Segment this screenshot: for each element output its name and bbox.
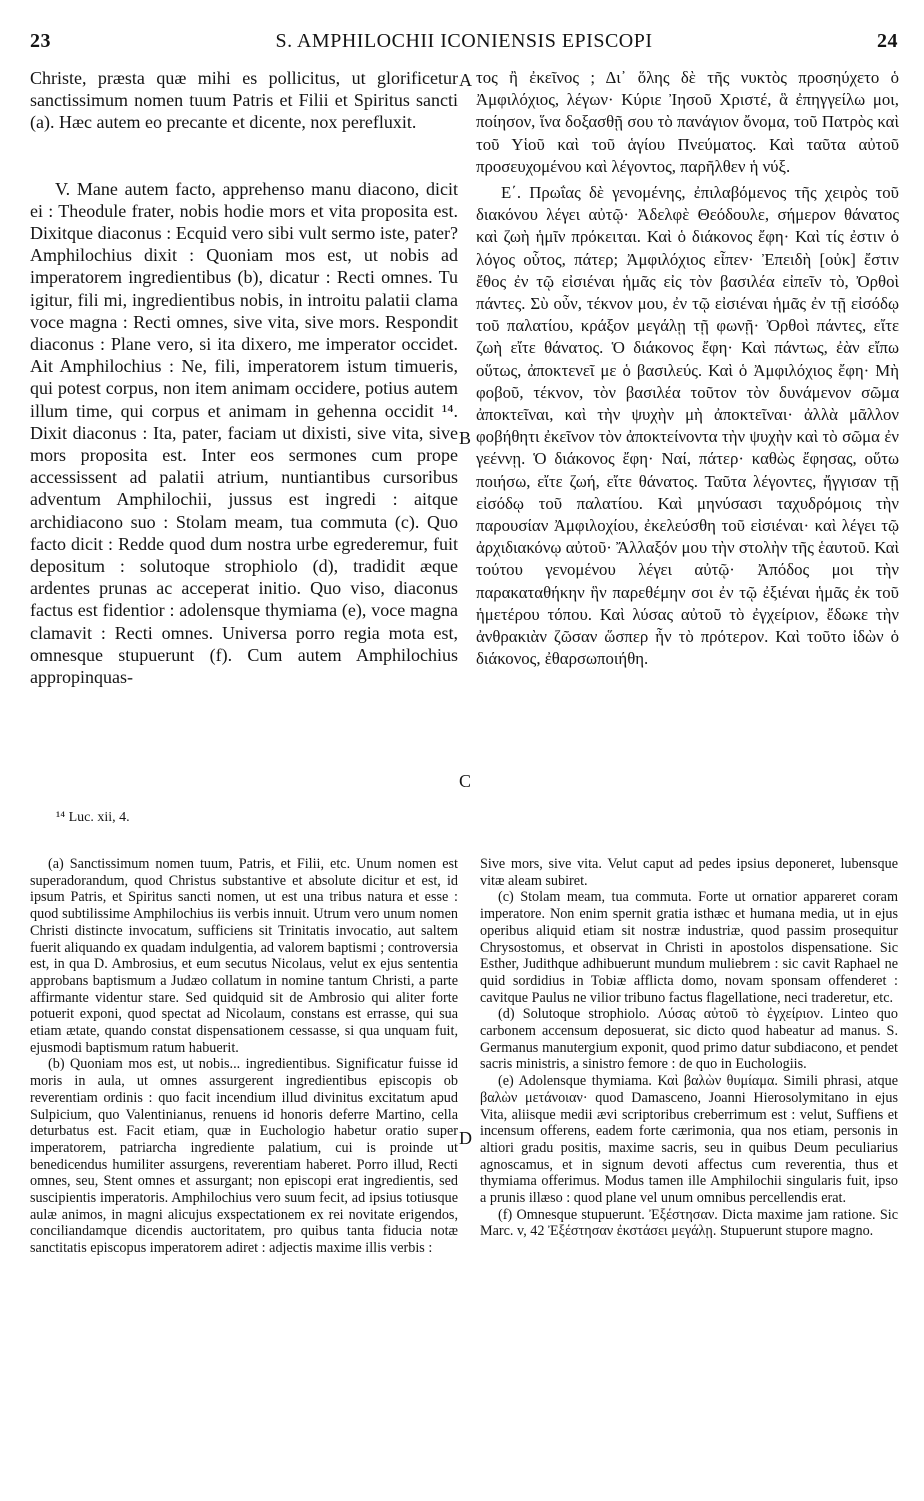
greek-column [476, 67, 899, 670]
note-b-continued: Sive mors, sive vita. Velut caput ad pedes ipsius deponeret, lubensque vitæ aleam subiret. [480, 856, 898, 889]
margin-letter-a: A [459, 70, 472, 90]
greek-paragraph-2: Ε΄. Πρωΐας δὲ γενομένης, ἐπιλαβόμενος τῆς χειρὸς τοῦ διακόνου λέγει αὐτῷ· Ἀδελφὲ Θεόδουλε, σήμερον θάνατος καὶ ζωὴ ἡμῖν πρόκειται. Καὶ ὁ διάκονος ἔφη· Καὶ τίς ἐστιν ὁ λόγος οὗτος, πάτερ; Ἀμφιλόχιος εἶπεν· Ἐπειδὴ [οὐκ] ἔστιν ἔθος ἐν τῷ εἰσιέναι ἡμᾶς εἰς τὸν βασιλέα εἰπεῖν τὸ, Ὀρθοὶ πάντες. Σὺ οὖν, τέκνον μου, ἐν τῷ εἰσιέναι ἡμᾶς ἐν τῇ εἰσόδῳ τοῦ παλατίου, κράξον μεγάλῃ τῇ φωνῇ· Ὀρθοὶ πάντες, εἴτε ζωὴ εἴτε θάνατος. Ὁ διάκονος ἔφη· Καὶ πάντως, ἐὰν εἴπω οὕτως, ἀποκτενεῖ με ὁ βασιλεύς. Καὶ ὁ Ἀμφιλόχιος ἔφη· Μὴ φοβοῦ, τέκνον, τὸν βασιλέα τοῦτον τὸν δυνάμενον σῶμα ἀποκτεῖναι, καὶ τὴν ψυχὴν μὴ ἀποκτεῖναι· ἀλλὰ μᾶλλον φοβήθητι ἐκεῖνον τὸν ἀποκτείνοντα τὴν ψυχὴν καὶ τὸ σῶμα ἐν γεέννῃ. Ὁ διάκονος ἔφη· Ναί, πάτερ· καθὼς ἔφησας, οὕτω ποιήσω, εἴτε ζωή, εἴτε θάνατος. Ταῦτα λέγοντες, ἤγγισαν τῇ εἰσόδῳ τοῦ παλατίου. Καὶ μηνύσασι ταχυδρόμοις τὴν παρουσίαν Ἀμφιλοχίου, ἐκελεύσθη τοῦ εἰσιέναι· καὶ λέγει τῷ ἀρχιδιακόνῳ αὐτοῦ· Ἄλλαξόν μου τὴν στολὴν τῆς ἑαυτοῦ. Καὶ τούτου γενομένου λέγει αὐτῷ· Ἀπόδος μοι τὴν παρακαταθήκην ἣν παρεθέμην σοι ἐν τῷ ἐξιέναι ἡμᾶς ἐκ τοῦ ἡμετέρου τόπου. Καὶ λύσας αὐτοῦ τὸ ἐγχείριον, ἔδωκε τὴν ἀνθρακιὰν ζῶσαν ὥσπερ ἦν τὸ πρότερον. Καὶ τοῦτο ἰδὼν ὁ διάκονος, ἐθαρσωποιήθη. [476, 183, 899, 669]
page-number-right: 24 [877, 30, 898, 52]
running-title: S. AMPHILOCHII ICONIENSIS EPISCOPI [275, 30, 653, 52]
page-header [30, 30, 898, 60]
latin-paragraph-1: Christe, præsta quæ mihi es pollicitus, ut glorificetur sanctissimum nomen tuum Patris et Filii et Spiritus sancti (a). Hæc autem eo precante et dicente, nox perefluxit. [30, 68, 458, 133]
margin-letter-d: D [459, 1128, 472, 1148]
note-c: (c) Stolam meam, tua commuta. Forte ut ornatior appareret coram imperatore. Non enim spernit gratia isthæc et humana media, ut in ejus operibus aliquid etiam sit nostræ industriæ, quod passim prosequitur Chrysostomus, et observat in Christi in apostolos dispensatione. Sic Esther, Judithque adhibuerunt mundum muliebrem : sic cavit Raphael ne quid sordidius in Tobiæ afflicta domo, novam sponsam offenderet : cavitque Paulus ne vilior tribuno factus flagellatione, neci traderetur, etc. [480, 889, 898, 1006]
note-b: (b) Quoniam mos est, ut nobis... ingredientibus. Significatur fuisse id moris in aula, ut omnes assurgerent ingredientibus episcopis ob reverentiam ordinis : quo facit incendium illud divinitus excitatum apud Sulpicium, quo Valentinianus, renuens id honoris deferre Martino, cella deturbatus est. Facit etiam, quæ in Euchologio habetur oratio super imperatorem, patriarcha ingrediente palatium, cui is proinde ut benedicendus humiliter assurgens, reverentiam haberet. Porro illud, Recti omnes, seu, Stent omnes et assurgant; non episcopi erat ingredientis, sed suscipientis imperatoris. Amphilochius vero suum fecit, ad ipsius totiusque aulæ animos, in magni alicujus exspectationem ex rei novitate erigendos, conciliandamque dicendis auctoritatem, pro quibus tanta fiducia notæ sanctitatis episcopus imperatorem adiret : adjectis maxime illis verbis : [30, 1056, 458, 1257]
latin-paragraph-2: V. Mane autem facto, apprehenso manu diacono, dicit ei : Theodule frater, nobis hodie mors et vita proposita est. Dixitque diaconus : Ecquid vero sibi vult sermo iste, pater? Amphilochius dixit : Quoniam mos est, ut nobis ad imperatorem ingredientibus (b), dicatur : Recti omnes. Tu igitur, fili mi, ingredientibus nobis, in introitu palatii clama voce magna : Recti omnes, sive vita, sive mors. Respondit diaconus : Plane vero, si ita dixero, me imperator occidet. Ait Amphilochius : Ne, fili, imperatorem istum timueris, qui potest corpus, non item animam occidere, potius autem illum time, qui corpus et animam in gehenna occidit ¹⁴. Dixit diaconus : Ita, pater, faciam ut dixisti, sive vita, sive mors proposita est. Inter eos sermones cum prope accessissent ad palatii atrium, nuntiantibus cursoribus adventum Amphilochii, jussus est ingredi : aitque archidiacono suo : Stolam meam, tua commuta (c). Quo facto dicit : Redde quod dum nostra urbe egrederemur, fuit depositum : solutoque strophiolo (d), tradidit æque ardentes prunas ac acceperat initio. Quo viso, diaconus factus est fidentior : adolensque thymiama (e), voce magna clamavit : Recti omnes. Universa porro regia mota est, omnesque stupuerunt (f). Cum autem Amphilochius appropinquas- [30, 178, 458, 688]
notes-right-column [480, 856, 898, 1240]
note-f: (f) Omnesque stupuerunt. Ἐξέστησαν. Dicta maxime jam ratione. Sic Marc. v, 42 Ἐξέστησαν ἐκστάσει μεγάλῃ. Stupuerunt stupore magno. [480, 1206, 898, 1240]
note-e: (e) Adolensque thymiama. Καὶ βαλὼν θυμίαμα. Simili phrasi, atque βαλὼν μετάνοιαν· quod Damasceno, Joanni Hierosolymitano in ejus Vita, aliisque medii ævi scriptoribus creberrimum est : velut, Suffiens et incensum offerens, eadem forte cærimonia, qua nos etiam, personis in altiori gradu positis, maxime sacris, seu in quibus Deum peculiarius agnoscamus, et in signum devoti affectus cum reverentia, thus et thymiama offerimus. Modus tamen ille Amphilochii singularis fuit, ipso a prunis illæso : quod plane vel unum omnibus percellendis erat. [480, 1073, 898, 1207]
footnote: ¹⁴ Luc. xii, 4. [56, 810, 130, 825]
note-a: (a) Sanctissimum nomen tuum, Patris, et Filii, etc. Unum nomen est superadorandum, quod Christus substantive et absolute dicitur et est, id ipsum Patris, et Spiritus sancti nomen, ut est una tribus natura et esse : quod subtilissime Amphilochius iis verbis innuit. Utrum vero unum nomen Christi distincte invocatum, sufficiens sit Trinitatis invocatio, aut saltem fuerit aliquando ex quadam indulgentia, ad valorem baptismi ; controversia est, in qua D. Ambrosius, et eum secutus Nicolaus, velut ex ejus sententia approbans baptismum a Judæo collatum in nomine tantum Christi, a parte affirmante videntur stare. Sed quidquid sit de Ambrosio qui aliter forte potuerit exponi, quod spectat ad Nicolaum, constans est errasse, qui sua etiam ætate, quando constat dispensationem cessasse, si qua unquam fuit, ejusmodi baptismum ratum habuerit. [30, 856, 458, 1056]
latin-column [30, 67, 458, 688]
notes-left-column [30, 856, 458, 1257]
note-d: (d) Solutoque strophiolo. Λύσας αὐτοῦ τὸ ἐγχείριον. Linteo quo carbonem accensum deposuerat, sic dicto quod habeatur ad manus. S. Germanus manutergium exponit, quod primo datur subdiacono, et pendet sacris ministris, a sinistro femore : de quo in Euchologiis. [480, 1006, 898, 1073]
margin-letter-c: C [459, 771, 472, 791]
margin-letter-b: B [459, 428, 472, 448]
greek-paragraph-1: τος ἢ ἐκεῖνος ; Δι᾽ ὅλης δὲ τῆς νυκτὸς προσηύχετο ὁ Ἀμφιλόχιος, λέγων· Κύριε Ἰησοῦ Χριστέ, ἃ ἐπηγγείλω μοι, ποίησον, ἵνα δοξασθῇ σου τὸ πανάγιον ὄνομα, τοῦ Πατρὸς καὶ τοῦ Υἱοῦ καὶ τοῦ ἁγίου Πνεύματος. Καὶ ταῦτα αὐτοῦ προσευχομένου καὶ λέγοντος, παρῆλθεν ἡ νύξ. [476, 68, 899, 176]
page-number-left: 23 [30, 30, 51, 52]
